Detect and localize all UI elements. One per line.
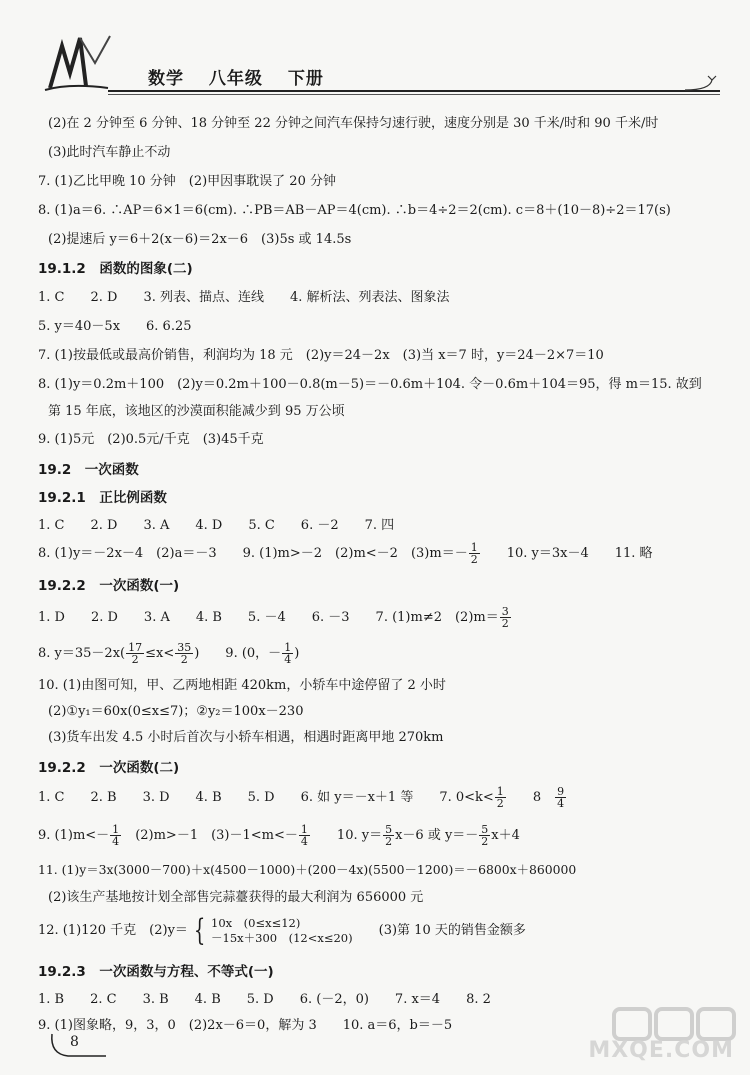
answer-line: (2)①y₁＝60x(0≤x≤7)；②y₂＝100x－230	[48, 704, 304, 719]
section-heading: 19.2.2 一次函数(二)	[38, 760, 180, 776]
answer-line: 7. (1)乙比甲晚 10 分钟 (2)甲因事耽误了 20 分钟	[38, 174, 336, 189]
answer-line: 8. (1)a＝6. ∴AP＝6×1＝6(cm). ∴PB＝AB－AP＝4(cm). ∴b＝4÷2＝2(cm). c＝8＋(10－8)÷2＝17(s)	[38, 203, 671, 218]
answer-line: 9. (1)图象略，9，3，0 (2)2x－6＝0，解为 3 10. a＝6，b＝－5	[38, 1018, 453, 1033]
section-heading: 19.2.1 正比例函数	[38, 490, 167, 506]
fraction: $\frac{1}{4}$	[300, 823, 308, 848]
answer-text: 9. (1)m<－	[38, 828, 110, 843]
answer-line: 7. (1)按最低或最高价销售，利润均为 18 元 (2)y＝24－2x (3)当 x＝7 时，y＝24－2×7＝10	[38, 348, 604, 363]
answer-text: 8. (1)y＝－2x－4 (2)a＝－3 9. (1)m>－2 (2)m<－2 (3)m＝－	[38, 546, 468, 561]
section-heading: 19.2 一次函数	[38, 462, 139, 478]
answer-line-with-fraction	[38, 642, 299, 665]
answer-line: 8. (1)y＝0.2m＋100 (2)y＝0.2m＋100－0.8(m－5)＝－0.6m＋104. 令－0.6m＋104＝95，得 m＝15. 故到	[38, 377, 702, 392]
answer-line: (2)在 2 分钟至 6 分钟、18 分钟至 22 分钟之间汽车保持匀速行驶，速度分别是 30 千米/时和 90 千米/时	[48, 116, 659, 131]
answer-line-with-fraction	[38, 542, 653, 565]
fraction: $\frac{5}{2}$	[481, 823, 489, 848]
answer-text: 10. y＝3x－4 11. 略	[506, 546, 653, 561]
answer-line: 第 15 年底，该地区的沙漠面积能减少到 95 万公顷	[48, 404, 345, 419]
answer-text: ≤x<	[145, 646, 175, 661]
subject-label: 数学	[148, 69, 184, 89]
page-header	[40, 28, 720, 108]
answer-line-with-fraction	[38, 786, 567, 809]
answer-line: 1. C 2. D 3. A 4. D 5. C 6. －2 7. 四	[38, 518, 395, 533]
fraction: $\frac{3}{2}$	[501, 605, 509, 630]
answer-line: 1. B 2. C 3. B 4. B 5. D 6. (－2，0) 7. x＝4 8. 2	[38, 992, 491, 1007]
fraction: $\frac{9}{4}$	[557, 785, 565, 810]
answer-line: (3)此时汽车静止不动	[48, 145, 171, 160]
fraction: $\frac{1}{4}$	[112, 823, 120, 848]
header-divider-thin	[108, 94, 720, 95]
answer-line: (2)提速后 y＝6＋2(x－6)＝2x－6 (3)5s 或 14.5s	[48, 232, 352, 247]
section-heading: 19.1.2 函数的图象(二)	[38, 261, 193, 277]
answer-line: 9. (1)5元 (2)0.5元/千克 (3)45千克	[38, 432, 264, 447]
fraction: $\frac{1}{4}$	[284, 641, 292, 666]
answer-line: 11. (1)y＝3x(3000－700)＋x(4500－1000)＋(200－4x)(5500－1200)＝－6800x＋860000	[38, 862, 577, 877]
page-number	[48, 1030, 108, 1060]
fraction: $\frac{35}{2}$	[177, 641, 192, 666]
answer-text: x－6 或 y＝－	[395, 828, 479, 843]
book-logo-icon	[40, 28, 120, 98]
watermark-logo	[588, 1001, 744, 1071]
answer-line: (3)货车出发 4.5 小时后首次与小轿车相遇，相遇时距离甲地 270km	[48, 730, 444, 745]
answer-line-with-fraction	[38, 824, 520, 847]
answer-text: )	[294, 646, 300, 661]
answer-line: 1. C 2. D 3. 列表、描点、连线 4. 解析法、列表法、图象法	[38, 290, 450, 305]
book-title	[148, 64, 342, 89]
answer-line: 10. (1)由图可知，甲、乙两地相距 420km，小轿车中途停留了 2 小时	[38, 678, 446, 693]
answer-text: 10. y＝	[336, 828, 383, 843]
answer-line: 5. y＝40－5x 6. 6.25	[38, 319, 192, 334]
section-heading: 19.2.2 一次函数(一)	[38, 578, 180, 594]
fraction: $\frac{17}{2}$	[128, 641, 143, 666]
answer-text: (3)第 10 天的销售金额多	[378, 923, 526, 938]
fraction: $\frac{5}{2}$	[385, 823, 393, 848]
answer-text: 1. C 2. B 3. D 4. B 5. D 6. 如 y＝－x＋1 等 7. 0<k<	[38, 790, 494, 805]
header-divider	[108, 90, 720, 92]
answer-text: 8. y＝35－2x(	[38, 646, 126, 661]
answer-line: (2)该生产基地按计划全部售完蒜薹获得的最大利润为 656000 元	[48, 890, 424, 905]
volume-label: 下册	[287, 69, 324, 89]
answer-text: 1. D 2. D 3. A 4. B 5. －4 6. －3 7. (1)m≠2 (2)m＝	[38, 610, 499, 625]
answer-line-with-fraction	[38, 606, 512, 629]
decorative-arrow-icon	[680, 70, 720, 100]
answer-text: 12. (1)120 千克 (2)y＝	[38, 923, 188, 938]
page-number-text: 8	[70, 1034, 79, 1050]
piecewise-cases: 10x (0≤x≤12) －15x＋300 (12<x≤20)	[211, 916, 353, 945]
piecewise-brace: {	[193, 913, 206, 948]
answer-text: x＋4	[491, 828, 520, 843]
answer-text: (2)m>－1 (3)－1<m<－	[135, 828, 298, 843]
section-heading: 19.2.3 一次函数与方程、不等式(一)	[38, 964, 274, 980]
fraction: $\frac{1}{2}$	[496, 785, 504, 810]
watermark-text: MXQE.COM	[588, 1038, 734, 1063]
answer-text: 8	[532, 790, 542, 805]
grade-label: 八年级	[208, 69, 263, 89]
answer-text: ) 9. (0，－	[194, 646, 282, 661]
answer-line-with-piecewise	[38, 913, 526, 948]
fraction: $\frac{1}{2}$	[470, 541, 478, 566]
